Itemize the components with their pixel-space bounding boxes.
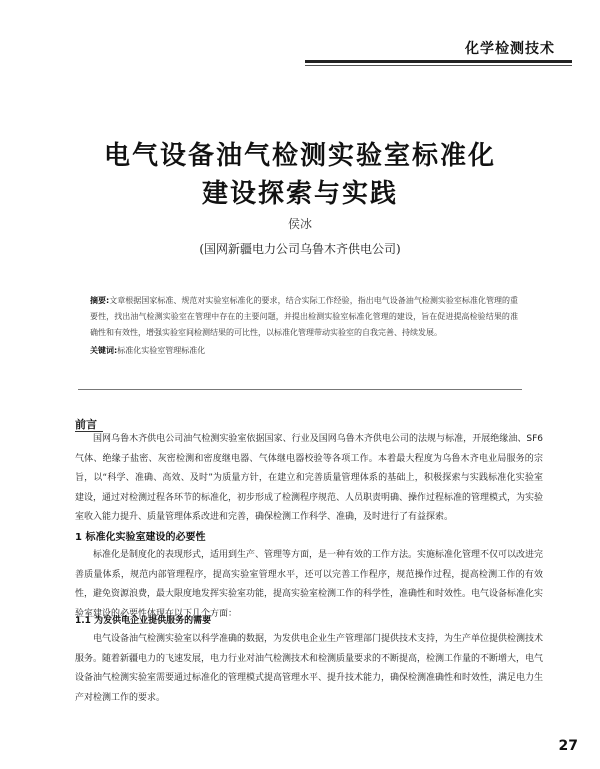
intro-paragraph: 国网乌鲁木齐供电公司油气检测实验室依据国家、行业及国网乌鲁木齐供电公司的法规与标准，开展绝缘油、SF6气体、绝缘子盐密、灰密检测和密度继电器、气体继电器校验等各项工作。本着最大程度为乌鲁木齐电业局服务的宗旨，以“科学、准确、高效、及时”为质量方针，在建立和完善质量管理体系的基础上，积极探索与实践标准化实验室建设，通过对检测过程各环节的标准化，初步形成了检测程序规范、人员职责明确、操作过程标准的管理模式，为实验室收入能力提升、质量管理体系改进和完善，确保检测工作科学、准确，及时进行了有益探索。 xyxy=(75,434,544,522)
article-title-line-2: 建设探索与实践 xyxy=(201,179,398,209)
affiliation: (国网新疆电力公司乌鲁木齐供电公司) xyxy=(199,242,401,256)
abstract xyxy=(90,293,518,341)
header-rule xyxy=(305,60,572,63)
header-rule-thin xyxy=(305,65,572,66)
author: 侯冰 xyxy=(287,217,312,231)
article-title-line-1: 电气设备油气检测实验室标准化 xyxy=(103,141,496,171)
keywords-text: 标准化实验室管理标准化 xyxy=(117,346,206,355)
page-number: 27 xyxy=(558,738,578,754)
section-1-1-heading: 1.1 为发供电企业提供服务的需要 xyxy=(75,616,212,626)
abstract-text: 文章根据国家标准、规范对实验室标准化的要求，结合实际工作经验，指出电气设备油气检测实验室标准化管理的重要性，找出油气检测实验室在管理中存在的主要问题，并提出检测实验室标准化管理的建设，旨在促进提高检验结果的准确性和有效性，增强实验室间检测结果的可比性，以标准化管理带动实验室的自我完善、持续发展。 xyxy=(90,296,518,337)
keywords xyxy=(90,344,518,358)
section-1-paragraph: 标准化是制度化的表现形式，适用到生产、管理等方面，是一种有效的工作方法。实施标准化管理不仅可以改进完善质量体系，规范内部管理程序，提高实验室管理水平，还可以完善工作程序，规范操作过程，提高检测工作的有效性，避免资源浪费，最大限度地发挥实验室功能，提高实验室检测工作的科学性，准确性和时效性。电气设备标准化实验室建设的必要性体现在以下几个方面： xyxy=(75,550,544,619)
abstract-label: 摘要: xyxy=(90,296,110,305)
abstract-divider xyxy=(78,389,522,390)
section-1-heading: 1 标准化实验室建设的必要性 xyxy=(75,532,206,543)
keywords-label: 关键词: xyxy=(90,346,118,355)
section-1-1-paragraph: 电气设备油气检测实验室以科学准确的数据，为发供电企业生产管理部门提供技术支持，为生产单位提供检测技术服务。随着新疆电力的飞速发展，电力行业对油气检测技术和检测质量要求的不断提高，检测工作量的不断增大，电气设备油气检测实验室需要通过标准化的管理模式提高管理水平、提升技术能力，确保检测准确性和时效性，满足电力生产对检测工作的要求。 xyxy=(75,634,544,703)
section-tag: 化学检测技术 xyxy=(465,41,555,57)
intro-heading: 前言 xyxy=(75,418,97,431)
